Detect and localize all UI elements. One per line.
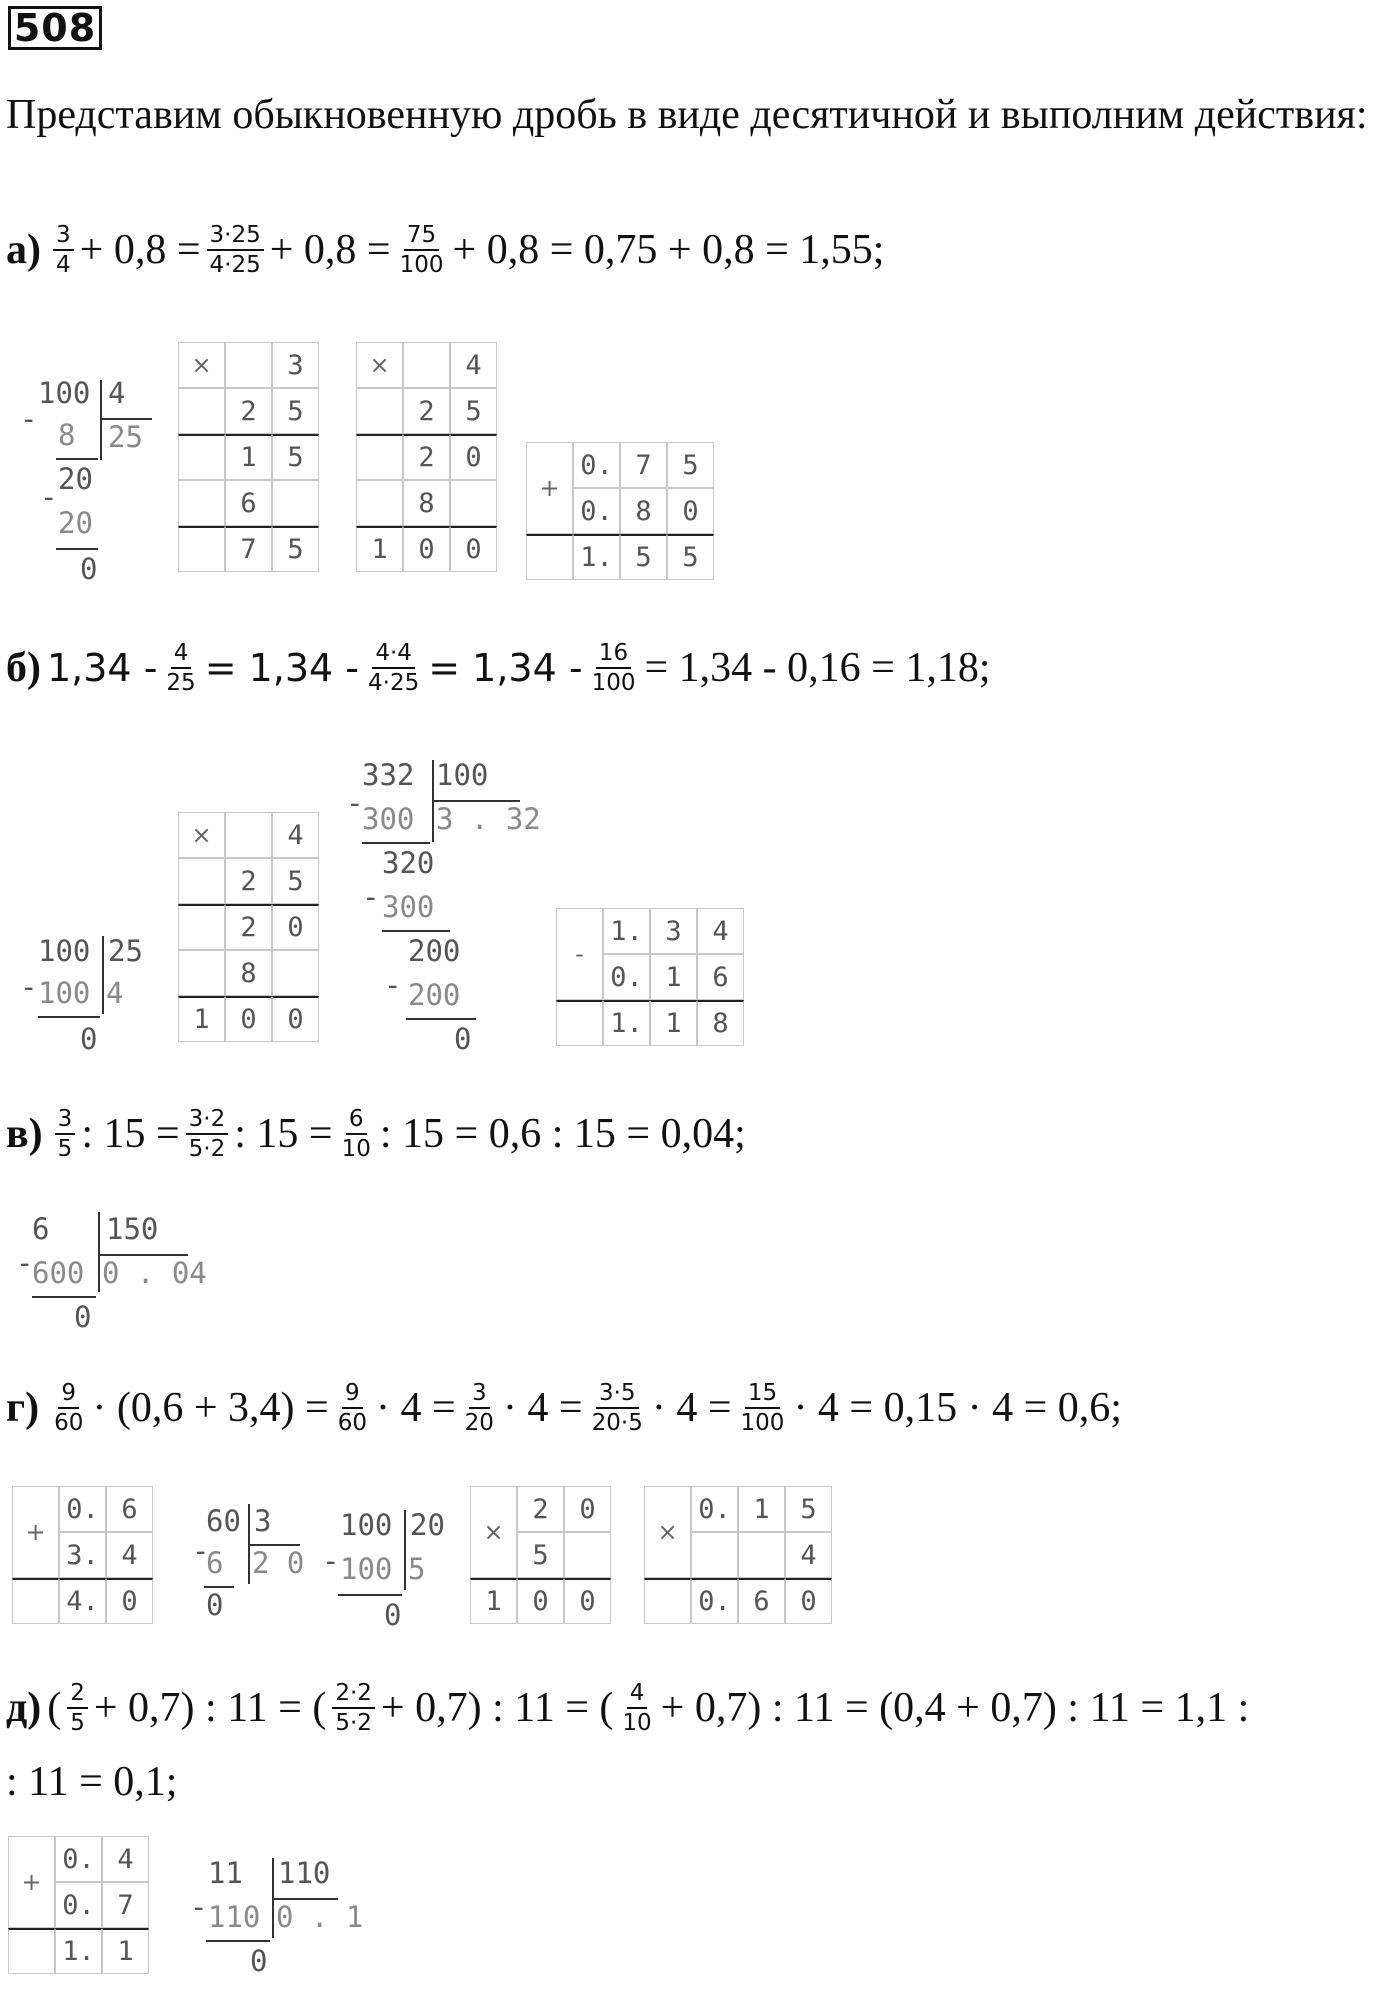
fraction xyxy=(335,1380,370,1436)
dividend: 100 xyxy=(340,1508,393,1542)
equation-text: : 15 = xyxy=(81,1111,180,1157)
subtraction-grid-b xyxy=(556,908,744,1046)
fraction-numerator: 3 xyxy=(469,1380,490,1409)
subtrahend: 100 xyxy=(38,976,91,1010)
fraction-denominator: 25 xyxy=(166,670,196,696)
digit-cell xyxy=(225,342,272,388)
fraction-numerator: 3·2 xyxy=(186,1106,229,1135)
fraction-denominator: 5·2 xyxy=(335,1710,372,1736)
digit-cell: 0. xyxy=(55,1882,102,1928)
fraction xyxy=(163,640,198,696)
digit-cell: 1 xyxy=(650,954,697,1000)
digit-cell xyxy=(178,526,225,572)
digit-cell: 1. xyxy=(573,534,620,580)
digit-cell: 5 xyxy=(620,534,667,580)
divisor: 20 xyxy=(410,1508,445,1542)
fraction-denominator: 60 xyxy=(337,1410,367,1436)
fraction-numerator: 2·2 xyxy=(332,1680,375,1709)
digit-cell: 0. xyxy=(691,1486,738,1532)
divisor: 25 xyxy=(108,934,143,968)
equation-text: · 4 = 0,15 · 4 = 0,6; xyxy=(793,1385,1122,1431)
operator-cell: × xyxy=(178,812,225,858)
equation-text: + 0,8 = xyxy=(79,227,201,273)
quotient: 5 xyxy=(408,1552,426,1586)
remainder: 0 xyxy=(454,1022,472,1056)
digit-cell: 0 xyxy=(564,1486,611,1532)
quotient: 2 0 xyxy=(252,1546,305,1580)
digit-cell: 5 xyxy=(785,1486,832,1532)
multiplication-grid-g2 xyxy=(644,1486,832,1624)
fraction-denominator: 20 xyxy=(464,1410,494,1436)
addition-grid-d xyxy=(8,1836,149,1974)
digit-cell: 3 xyxy=(650,908,697,954)
digit-cell xyxy=(526,534,573,580)
minus-sign: - xyxy=(190,1890,208,1924)
remainder: 200 xyxy=(408,934,461,968)
digit-cell: 6 xyxy=(697,954,744,1000)
digit-cell xyxy=(178,434,225,480)
digit-cell xyxy=(691,1532,738,1578)
fraction-numerator: 6 xyxy=(346,1106,367,1135)
digit-cell xyxy=(12,1578,59,1624)
remainder: 0 xyxy=(384,1598,402,1632)
fraction xyxy=(55,1106,76,1162)
fraction xyxy=(365,640,422,696)
minus-sign: - xyxy=(20,970,38,1004)
quotient: 3 . 32 xyxy=(436,802,541,836)
digit-cell: 1. xyxy=(603,1000,650,1046)
equation-text: · (0,6 + 3,4) = xyxy=(92,1385,329,1431)
digit-cell: 5 xyxy=(667,534,714,580)
digit-cell: 3. xyxy=(59,1532,106,1578)
fraction-denominator: 10 xyxy=(341,1136,371,1162)
divisor: 4 xyxy=(108,376,126,410)
digit-cell: 0 xyxy=(450,526,497,572)
digit-cell: 6 xyxy=(225,480,272,526)
remainder: 0 xyxy=(250,1944,268,1978)
fraction-denominator: 5 xyxy=(70,1710,85,1736)
digit-cell: 0. xyxy=(55,1836,102,1882)
digit-cell: 0 xyxy=(667,488,714,534)
digit-cell: 0 xyxy=(785,1578,832,1624)
subtrahend: 200 xyxy=(408,978,461,1012)
digit-cell: 1. xyxy=(55,1928,102,1974)
minus-sign: - xyxy=(322,1544,340,1578)
fraction-denominator: 100 xyxy=(399,252,444,278)
digit-cell: 1 xyxy=(225,434,272,480)
dividend: 100 xyxy=(38,376,91,410)
digit-cell: 0 xyxy=(403,526,450,572)
digit-cell: 2 xyxy=(225,904,272,950)
multiplication-grid-b xyxy=(178,812,319,1042)
digit-cell: 5 xyxy=(272,526,319,572)
fraction xyxy=(186,1106,229,1162)
fraction-numerator: 2 xyxy=(67,1680,88,1709)
quotient: 4 xyxy=(106,976,124,1010)
digit-cell: 0 xyxy=(517,1578,564,1624)
subtrahend: 300 xyxy=(362,802,415,836)
label-g: г) xyxy=(6,1385,40,1431)
addition-grid-a xyxy=(526,442,714,580)
equation-text: : 15 = xyxy=(234,1111,333,1157)
minus-sign: - xyxy=(40,480,58,514)
equation-text: + 0,7) : 11 = (0,4 + 0,7) : 11 = 1,1 : xyxy=(660,1685,1250,1731)
operator-cell: × xyxy=(644,1486,691,1578)
digit-cell: 0 xyxy=(564,1578,611,1624)
fraction-numerator: 4·4 xyxy=(372,640,415,669)
digit-cell: 0. xyxy=(573,442,620,488)
fraction-numerator: 3 xyxy=(53,222,74,251)
digit-cell: 5 xyxy=(272,858,319,904)
minus-sign: - xyxy=(362,880,380,914)
digit-cell: 1. xyxy=(603,908,650,954)
remainder: 0 xyxy=(206,1588,224,1622)
digit-cell xyxy=(564,1532,611,1578)
digit-cell: 7 xyxy=(225,526,272,572)
digit-cell: 5 xyxy=(667,442,714,488)
subtrahend: 8 xyxy=(58,418,76,452)
multiplication-grid-a1 xyxy=(178,342,319,572)
divisor: 150 xyxy=(106,1212,159,1246)
digit-cell xyxy=(356,434,403,480)
digit-cell: 8 xyxy=(225,950,272,996)
digit-cell xyxy=(8,1928,55,1974)
addition-grid-g xyxy=(12,1486,153,1624)
remainder: 0 xyxy=(80,552,98,586)
digit-cell: 6 xyxy=(738,1578,785,1624)
equation-text: = 1,34 - xyxy=(428,646,583,690)
fraction-numerator: 16 xyxy=(596,640,631,669)
equation-text: : 15 = 0,6 : 15 = 0,04; xyxy=(379,1111,746,1157)
equation-d-continued xyxy=(6,1758,177,1806)
remainder: 320 xyxy=(382,846,435,880)
equation-text: = 1,34 - xyxy=(204,646,360,690)
equation-v xyxy=(6,1106,746,1162)
digit-cell: 8 xyxy=(403,480,450,526)
intro-text: Представим обыкновенную дробь в виде десятичной и выполним действия: xyxy=(6,92,1368,138)
digit-cell: 6 xyxy=(106,1486,153,1532)
subtrahend: 600 xyxy=(32,1256,85,1290)
digit-cell: 1 xyxy=(738,1486,785,1532)
fraction xyxy=(67,1680,88,1736)
fraction-numerator: 9 xyxy=(342,1380,363,1409)
quotient: 25 xyxy=(108,420,143,454)
fraction xyxy=(738,1380,788,1436)
operator-cell: + xyxy=(8,1836,55,1928)
digit-cell: 2 xyxy=(403,434,450,480)
digit-cell: 4 xyxy=(785,1532,832,1578)
digit-cell: 0. xyxy=(59,1486,106,1532)
fraction-denominator: 100 xyxy=(591,670,636,696)
digit-cell xyxy=(738,1532,785,1578)
digit-cell: 4 xyxy=(272,812,319,858)
fraction-numerator: 9 xyxy=(58,1380,79,1409)
label-v: в) xyxy=(6,1111,43,1157)
equation-text: · 4 = xyxy=(375,1385,456,1431)
digit-cell xyxy=(272,480,319,526)
fraction xyxy=(207,222,264,278)
digit-cell xyxy=(272,950,319,996)
digit-cell: 0 xyxy=(450,434,497,480)
equation-text: 1,34 - xyxy=(47,646,158,690)
digit-cell: 2 xyxy=(403,388,450,434)
subtrahend: 100 xyxy=(340,1552,393,1586)
operator-cell: × xyxy=(470,1486,517,1578)
subtrahend: 300 xyxy=(382,890,435,924)
digit-cell: 4 xyxy=(697,908,744,954)
divisor: 3 xyxy=(254,1504,272,1538)
dividend: 11 xyxy=(208,1856,243,1890)
fraction-numerator: 15 xyxy=(745,1380,780,1409)
subtrahend: 110 xyxy=(208,1900,261,1934)
minus-sign: - xyxy=(346,786,364,820)
digit-cell: 5 xyxy=(272,388,319,434)
digit-cell xyxy=(178,480,225,526)
fraction-numerator: 3·5 xyxy=(596,1380,639,1409)
digit-cell xyxy=(556,1000,603,1046)
fraction xyxy=(339,1106,374,1162)
digit-cell: 0. xyxy=(603,954,650,1000)
fraction-denominator: 4 xyxy=(56,252,71,278)
digit-cell: 5 xyxy=(517,1532,564,1578)
dividend: 100 xyxy=(38,934,91,968)
digit-cell: 0 xyxy=(272,996,319,1042)
remainder: 0 xyxy=(80,1022,98,1056)
fraction xyxy=(462,1380,497,1436)
label-a: а) xyxy=(6,227,41,273)
equation-text: + 0,7) : 11 = ( xyxy=(93,1685,327,1731)
digit-cell xyxy=(225,812,272,858)
fraction-denominator: 4·25 xyxy=(209,252,261,278)
fraction-denominator: 100 xyxy=(740,1410,785,1436)
divisor: 100 xyxy=(436,758,489,792)
fraction-denominator: 10 xyxy=(622,1710,652,1736)
quotient: 0 . 1 xyxy=(276,1900,364,1934)
digit-cell: 3 xyxy=(272,342,319,388)
digit-cell: 5 xyxy=(272,434,319,480)
digit-cell: 4 xyxy=(450,342,497,388)
equation-text: + 0,7) : 11 = ( xyxy=(380,1685,614,1731)
subtrahend: 6 xyxy=(206,1546,224,1580)
fraction-numerator: 3 xyxy=(55,1106,76,1135)
digit-cell: 4 xyxy=(102,1836,149,1882)
fraction xyxy=(332,1680,375,1736)
remainder: 20 xyxy=(58,462,93,496)
digit-cell xyxy=(450,480,497,526)
dividend: 6 xyxy=(32,1212,50,1246)
equation-text: · 4 = xyxy=(502,1385,583,1431)
equation-text: ( xyxy=(47,1685,62,1731)
fraction-denominator: 20·5 xyxy=(591,1410,643,1436)
dividend: 332 xyxy=(362,758,415,792)
digit-cell: 2 xyxy=(225,388,272,434)
minus-sign: - xyxy=(20,402,38,436)
digit-cell xyxy=(178,388,225,434)
digit-cell: 2 xyxy=(517,1486,564,1532)
digit-cell: 1 xyxy=(650,1000,697,1046)
divisor: 110 xyxy=(278,1856,331,1890)
minus-sign: - xyxy=(16,1246,34,1280)
remainder: 0 xyxy=(74,1300,92,1334)
operator-cell: × xyxy=(356,342,403,388)
operator-cell: - xyxy=(556,908,603,1000)
digit-cell: 0 xyxy=(106,1578,153,1624)
problem-number-box: 508 xyxy=(8,6,102,50)
multiplication-grid-g1 xyxy=(470,1486,611,1624)
fraction-denominator: 60 xyxy=(54,1410,84,1436)
fraction-denominator: 4·25 xyxy=(368,670,420,696)
equation-a xyxy=(6,222,884,278)
equation-text: + 0,8 = xyxy=(269,227,391,273)
fraction xyxy=(619,1680,654,1736)
digit-cell xyxy=(356,388,403,434)
digit-cell: 1 xyxy=(178,996,225,1042)
fraction-denominator: 5 xyxy=(57,1136,73,1162)
fraction-numerator: 4 xyxy=(627,1680,648,1709)
fraction xyxy=(397,222,447,278)
subtrahend: 20 xyxy=(58,506,93,540)
digit-cell: 1 xyxy=(102,1928,149,1974)
fraction-numerator: 4 xyxy=(171,640,192,669)
digit-cell: 2 xyxy=(225,858,272,904)
digit-cell: 8 xyxy=(620,488,667,534)
digit-cell xyxy=(178,858,225,904)
digit-cell: 8 xyxy=(697,1000,744,1046)
digit-cell: 0 xyxy=(272,904,319,950)
digit-cell xyxy=(178,950,225,996)
dividend: 60 xyxy=(206,1504,241,1538)
minus-sign: - xyxy=(192,1534,210,1568)
label-b: б) xyxy=(6,645,41,691)
multiplication-grid-a2 xyxy=(356,342,497,572)
fraction xyxy=(589,640,639,696)
digit-cell: 1 xyxy=(470,1578,517,1624)
digit-cell xyxy=(644,1578,691,1624)
equation-b xyxy=(6,640,991,696)
digit-cell: 7 xyxy=(620,442,667,488)
minus-sign: - xyxy=(384,968,402,1002)
equation-d xyxy=(6,1680,1249,1736)
digit-cell xyxy=(403,342,450,388)
operator-cell: + xyxy=(526,442,573,534)
digit-cell: 5 xyxy=(450,388,497,434)
equation-text: = 1,34 - 0,16 = 1,18; xyxy=(644,645,991,691)
equation-text: : 11 = 0,1; xyxy=(6,1759,178,1805)
digit-cell: 4. xyxy=(59,1578,106,1624)
fraction-denominator: 5·2 xyxy=(188,1136,226,1162)
equation-text: + 0,8 = 0,75 + 0,8 = 1,55; xyxy=(452,227,885,273)
quotient: 0 . 04 xyxy=(102,1256,207,1290)
equation-text: · 4 = xyxy=(651,1385,732,1431)
digit-cell: 0 xyxy=(225,996,272,1042)
label-d: д) xyxy=(6,1685,42,1731)
digit-cell xyxy=(178,904,225,950)
operator-cell: × xyxy=(178,342,225,388)
equation-g xyxy=(6,1380,1122,1436)
fraction-numerator: 75 xyxy=(404,222,439,251)
digit-cell xyxy=(356,480,403,526)
digit-cell: 0. xyxy=(691,1578,738,1624)
digit-cell: 4 xyxy=(106,1532,153,1578)
fraction xyxy=(589,1380,646,1436)
operator-cell: + xyxy=(12,1486,59,1578)
digit-cell: 0. xyxy=(573,488,620,534)
digit-cell: 1 xyxy=(356,526,403,572)
fraction-numerator: 3·25 xyxy=(207,222,264,251)
fraction xyxy=(53,222,74,278)
digit-cell: 7 xyxy=(102,1882,149,1928)
fraction xyxy=(51,1380,86,1436)
